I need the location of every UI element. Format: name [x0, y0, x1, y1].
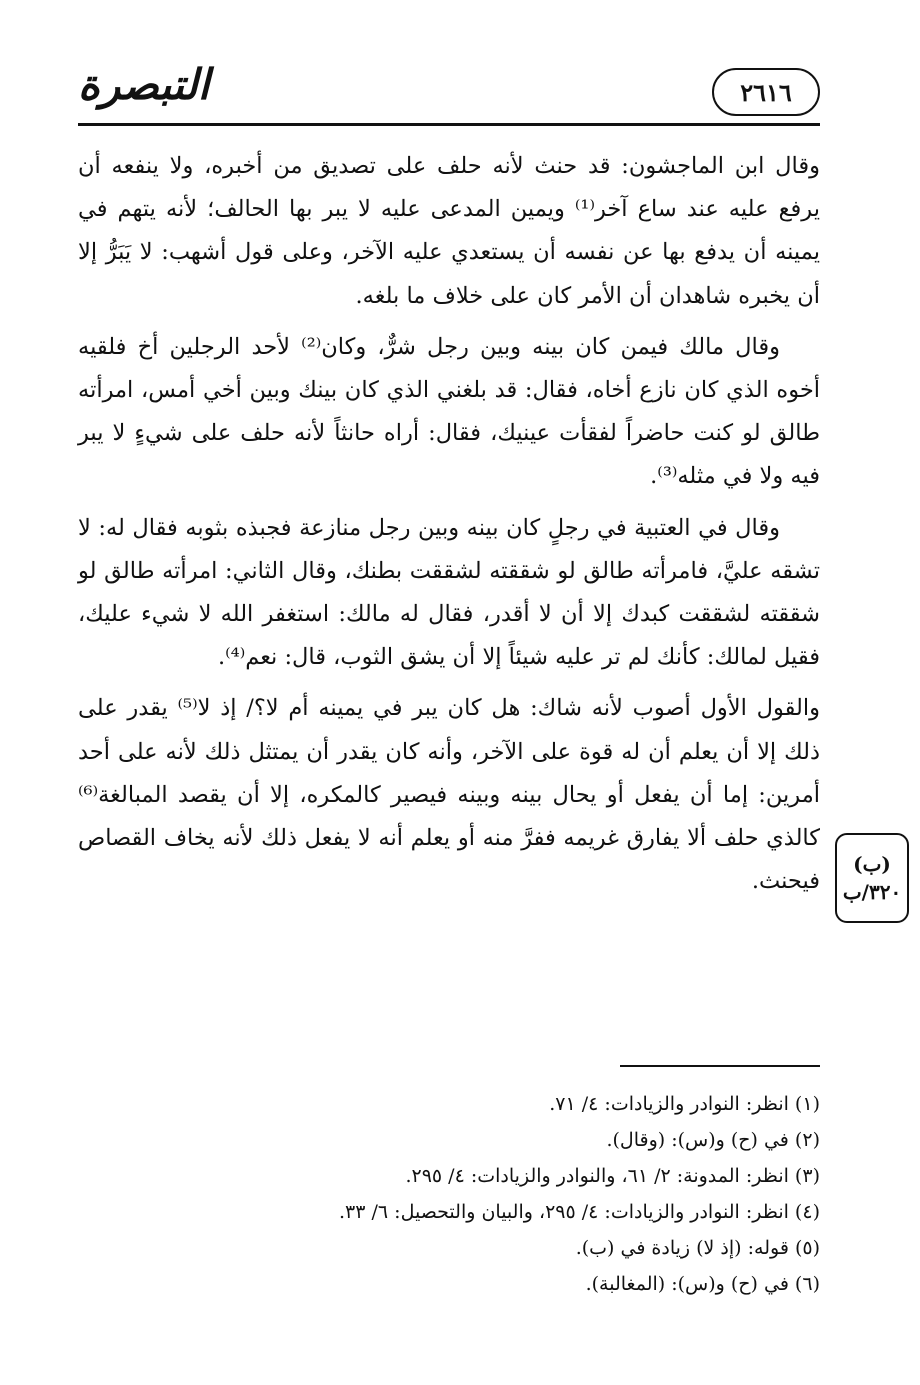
paragraph-3: وقال في العتبية في رجلٍ كان بينه وبين رجل منازعة فجبذه بثوبه فقال له: لا تشقه عليَّ، فامرأته طالق لو شققته لشققت بطنك، وقال الثاني: امرأته طالق لو شققته لشققت كبدك إلا أن لا أقدر، فقال له مالك: استغفر الله لا شيء عليك، فقيل لمالك: كأنك لم تر عليه شيئاً إلا أن يشق الثوب، قال: نعم⁽⁴⁾. — [78, 514, 820, 671]
page-header — [78, 58, 820, 126]
paragraph-4: والقول الأول أصوب لأنه شاك: هل كان يبر في يمينه أم لا؟/ إذ لا⁽⁵⁾ يقدر على ذلك إلا أن يعلم أن له قوة على الآخر، وأنه كان يقدر أن يمتثل ذلك لأنه على أحد أمرين: إما أن يفعل أو يحال بينه وبينه فيصير كالمكره، إلا أن يقصد المبالغة⁽⁶⁾ كالذي حلف ألا يفارق غريمه ففرَّ منه أو يعلم أنه لا يفعل ذلك لأنه يخاف القصاص فيحنث. — [78, 695, 820, 895]
footnote-4: (٤) انظر: النوادر والزيادات: ٤/ ٢٩٥، والبيان والتحصيل: ٦/ ٣٣. — [338, 1201, 820, 1223]
book-title: التبصرة — [78, 60, 210, 109]
footnote-5: (٥) قوله: (إذ لا) زيادة في (ب). — [575, 1237, 820, 1259]
header-rule — [78, 123, 820, 126]
paragraph-2: وقال مالك فيمن كان بينه وبين رجل شرٌّ، وكان⁽²⁾ لأحد الرجلين أخ فلقيه أخوه الذي كان نازع أخاه، فقال: قد بلغني الذي كان بينك وبين أخي أمس، امرأته طالق لو كنت حاضراً لفقأت عينيك، فقال: أراه حانثاً لأنه حلف على شيءٍ لا يبر فيه ولا في مثله⁽³⁾. — [78, 333, 820, 490]
footnote-3: (٣) انظر: المدونة: ٢/ ٦١، والنوادر والزيادات: ٤/ ٢٩٥. — [405, 1165, 820, 1187]
paragraph-1: وقال ابن الماجشون: قد حنث لأنه حلف على تصديق من أخبره، ولا ينفعه أن يرفع عليه عند ساع آخر⁽¹⁾ ويمين المدعى عليه لا يبر بها الحالف؛ لأنه يتهم في يمينه أن يدفع بها عن نفسه أن يستعدي عليه الآخر، وعلى قول أشهب: لا يَبَرُّ إلا أن يخبره شاهدان أن الأمر كان على خلاف ما بلغه. — [78, 153, 820, 309]
main-text — [78, 145, 820, 911]
manuscript-folio-note — [835, 833, 909, 923]
margin-note-line-2: ٣٢٠/ب — [842, 880, 902, 904]
footnote-separator — [620, 1065, 820, 1067]
footnote-1: (١) انظر: النوادر والزيادات: ٤/ ٧١. — [549, 1093, 820, 1115]
page-number: ٢٦١٦ — [712, 68, 820, 116]
footnotes — [78, 1086, 820, 1302]
footnote-2: (٢) في (ح) و(س): (وقال). — [606, 1129, 820, 1151]
footnote-6: (٦) في (ح) و(س): (المغالبة). — [585, 1273, 820, 1295]
margin-note-line-1: (ب) — [853, 852, 891, 876]
